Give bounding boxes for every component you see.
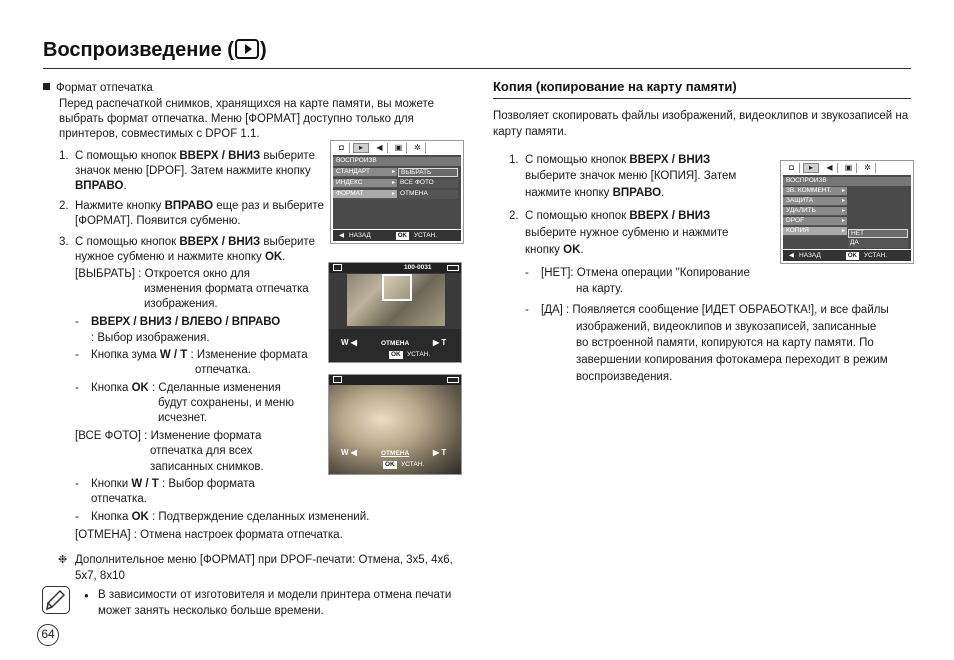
step-number: 1. [59,150,69,162]
option-vse-foto: [ВСЕ ФОТО] : Изменение формата [75,430,262,442]
dash-item: - [75,316,79,328]
step-text: ВПРАВО. [75,180,127,192]
snowflake-icon: ❉ [58,554,68,566]
battery-icon [447,265,459,271]
extra-note: Дополнительное меню [ФОРМАТ] при DPOF-печати: Отмена, 3x5, 4x6, [75,554,453,566]
cancel-label: ОТМЕНА [381,450,410,457]
menu-header: ВОСПРОИЗВ [783,177,911,186]
step-number: 3. [59,236,69,248]
dash-item: - [525,304,529,316]
ok-badge: OK [397,232,407,239]
submenu-option: ВСЕ ФОТО [398,179,458,188]
option-da: во встроенной памяти, копируются на карту памяти. По [576,337,874,349]
zoom-w-label: W ◀ [341,448,357,457]
menu-item: ЗАЩИТА ▸ [783,197,847,206]
menu-footer [333,230,461,241]
battery-icon [447,377,459,383]
intro-line: выбрать формат отпечатка. Меню [ФОРМАТ] доступно только для [59,113,414,125]
set-label: УСТАН. [407,351,431,358]
dash-item: отпечатка. [91,493,147,505]
dash-item: : Выбор изображения. [91,332,210,344]
copy-menu-screen [780,160,914,264]
dash-item: Кнопка OK : Подтверждение сделанных изменений. [91,511,370,523]
note-pencil-icon [42,586,70,614]
submenu-option: ДА [848,239,908,248]
section-heading: Копия (копирование на карту памяти) [493,79,737,94]
menu-item: УДАЛИТЬ ▸ [783,207,847,216]
screen-status-bar [329,263,462,273]
step-text: значок меню [DPOF]. Затем нажмите кнопку [75,165,311,177]
dash-item: будут сохранены, и меню [158,397,294,409]
option-vybrat: изменения формата отпечатка [144,283,309,295]
submenu-option-selected: НЕТ [848,229,908,238]
menu-item: DPOF ▸ [783,217,847,226]
step-text: нужное субменю и нажмите кнопку OK. [75,251,286,263]
dash-item: - [75,382,79,394]
dash-item: - [525,267,529,279]
setup-tab-icon: ✲ [860,163,876,173]
dash-item: Кнопка зума W / T : Изменение формата [91,349,308,361]
option-da: [ДА] : Появляется сообщение [ИДЕТ ОБРАБОТКА!], и все файлы [541,304,889,316]
dpof-menu-screen [330,140,464,244]
page-title: Воспроизведение ( ) [43,39,267,61]
menu-header: ВОСПРОИЗВ [333,157,461,166]
camera-tab-icon: ◘ [334,143,350,153]
play-tab-icon: ▸ [803,163,819,173]
bullet-heading: Формат отпечатка [43,80,153,96]
option-net: на карту. [576,283,623,295]
ok-badge: OK [391,351,401,358]
sound-tab-icon: ◀ [372,143,388,153]
page-number: 64 [37,624,59,646]
back-label: НАЗАД [349,231,371,239]
dash-item: - [75,349,79,361]
play-icon [235,39,259,59]
step-text: выберите значок меню [КОПИЯ]. Затем [525,170,737,182]
all-photo-screen [328,374,462,475]
step-text: Нажмите кнопку ВПРАВО еще раз и выберите [75,200,324,212]
set-label: УСТАН. [863,251,888,259]
step-number: 2. [59,200,69,212]
set-label: УСТАН. [401,461,425,468]
step-number: 2. [509,210,519,222]
left-arrow-icon: ◀ [789,251,794,259]
set-label: УСТАН. [413,231,438,239]
square-bullet-icon [43,83,50,90]
display-tab-icon: ▣ [841,163,857,173]
step-text: выберите нужное субменю и нажмите [525,227,729,239]
printer-note: может занять несколько больше времени. [98,605,324,617]
menu-item-selected: КОПИЯ ▸ [783,227,847,236]
zoom-w-label: W ◀ [341,338,357,347]
title-divider [43,68,911,69]
printer-note: В зависимости от изготовителя и модели принтера отмена печати [98,589,452,601]
display-tab-icon: ▣ [391,143,407,153]
menu-item: ЗВ. КОММЕНТ. ▸ [783,187,847,196]
option-da: изображений, видеоклипов и звукозаписей, записанные [576,321,877,333]
option-da: завершении копирования фотокамера переходит в режим [576,354,888,366]
step-number: 1. [509,154,519,166]
option-otmena: [ОТМЕНА] : Отмена настроек формата отпечатка. [75,529,343,541]
step-text: С помощью кнопок ВВЕРХ / ВНИЗ выберите [75,150,315,162]
left-arrow-icon: ◀ [339,231,344,239]
step-text: кнопку OK. [525,244,584,256]
menu-item: СТАНДАРТ ▸ [333,168,397,177]
ok-badge: OK [385,461,395,468]
dash-item: Кнопка OK : Сделанные изменения [91,382,281,394]
submenu-option-selected: ВЫБРАТЬ [398,168,458,177]
extra-note: 5x7, 8x10 [75,570,125,582]
play-mode-icon [333,264,342,271]
option-vse-foto: отпечатка для всех [150,445,253,457]
dash-item: отпечатка. [195,364,251,376]
intro-line: принтеров, совместимых с DPOF 1.1. [59,128,260,140]
selected-thumbnail [382,274,412,301]
option-da: воспроизведения. [576,371,673,383]
menu-item: ИНДЕКС ▸ [333,179,397,188]
dash-item: Кнопки W / T : Выбор формата [91,478,255,490]
option-net: [НЕТ]: Отмена операции "Копирование [541,267,750,279]
file-number: 100-0031 [404,264,432,271]
menu-item-selected: ФОРМАТ ▸ [333,190,397,199]
option-vybrat: [ВЫБРАТЬ] : Откроется окно для [75,268,250,280]
menu-tab-bar [331,141,463,154]
ok-badge: OK [847,252,857,259]
sound-tab-icon: ◀ [822,163,838,173]
intro-line: Перед распечаткой снимков, хранящихся на карте памяти, вы можете [59,98,435,110]
intro-line: карту памяти. [493,126,567,138]
dash-item: ВВЕРХ / ВНИЗ / ВЛЕВО / ВПРАВО [91,316,281,328]
camera-tab-icon: ◘ [784,163,800,173]
zoom-t-label: ▶ T [433,448,447,457]
step-text: С помощью кнопок ВВЕРХ / ВНИЗ [525,154,711,166]
menu-tab-bar [781,161,913,174]
intro-line: Позволяет скопировать файлы изображений, видеоклипов и звукозаписей на [493,110,909,122]
dash-item: - [75,511,79,523]
option-vse-foto: записанных снимков. [150,461,264,473]
menu-footer [783,250,911,261]
play-mode-icon [333,376,342,383]
submenu-option: ОТМЕНА [398,190,458,199]
play-tab-icon: ▸ [353,143,369,153]
dash-item: - [75,478,79,490]
back-label: НАЗАД [799,251,821,259]
screen-status-bar [329,375,462,385]
select-image-screen [328,262,462,363]
step-text: [ФОРМАТ]. Появится субменю. [75,215,241,227]
round-bullet-icon: ● [84,591,89,600]
setup-tab-icon: ✲ [410,143,426,153]
section-divider [493,98,911,99]
step-text: С помощью кнопок ВВЕРХ / ВНИЗ выберите [75,236,315,248]
cancel-label: ОТМЕНА [381,340,410,347]
step-text: нажмите кнопку ВПРАВО. [525,187,665,199]
dash-item: исчезнет. [158,412,208,424]
zoom-t-label: ▶ T [433,338,447,347]
step-text: С помощью кнопок ВВЕРХ / ВНИЗ [525,210,711,222]
option-vybrat: изображения. [144,298,218,310]
